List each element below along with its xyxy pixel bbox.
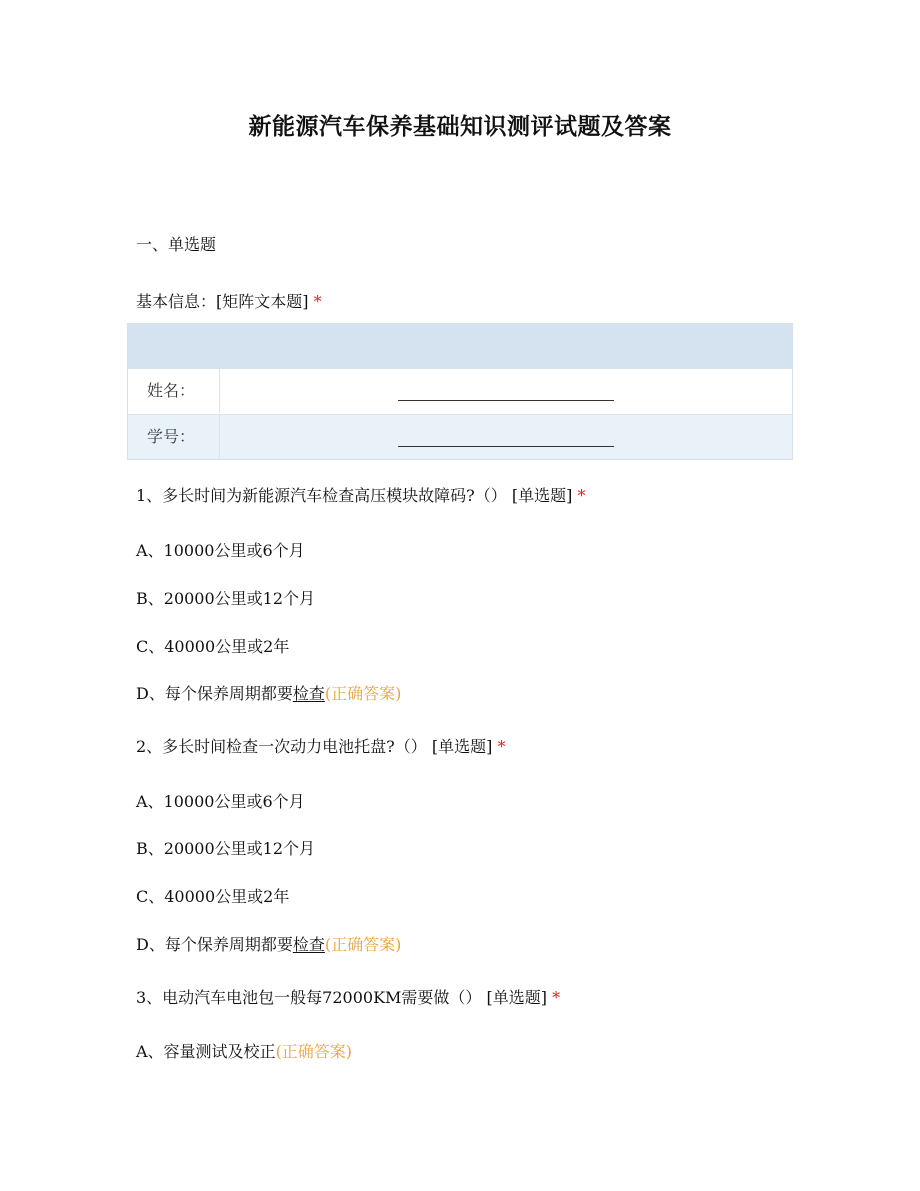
option-item[interactable]: B、20000公里或12个月 <box>136 589 316 608</box>
matrix-question-label <box>136 289 322 312</box>
option-item[interactable]: C、40000公里或2年 <box>136 887 290 906</box>
question-text: 3、电动汽车电池包一般每72000KM需要做（） [单选题] <box>136 988 547 1007</box>
matrix-question-text: 基本信息：[矩阵文本题] <box>136 292 309 311</box>
required-mark: * <box>577 486 586 505</box>
correct-answer-tag: (正确答案) <box>324 935 402 954</box>
required-mark: * <box>552 988 561 1007</box>
matrix-row-label: 姓名： <box>128 369 220 413</box>
question-stem <box>136 734 505 757</box>
option-item[interactable]: B、20000公里或12个月 <box>136 839 316 858</box>
question-text: 2、多长时间检查一次动力电池托盘?（） [单选题] <box>136 737 493 756</box>
matrix-row-student-id <box>128 414 792 459</box>
option-item[interactable] <box>136 932 401 955</box>
question-text: 1、多长时间为新能源汽车检查高压模块故障码?（） [单选题] <box>136 486 573 505</box>
student-id-input-blank[interactable] <box>398 446 614 447</box>
option-item[interactable] <box>136 681 401 704</box>
required-mark: * <box>497 737 506 756</box>
matrix-row-name <box>128 368 792 413</box>
question-stem <box>136 483 585 506</box>
info-matrix-table <box>127 323 793 460</box>
option-text-underlined: 检查 <box>292 684 325 703</box>
option-item[interactable]: A、10000公里或6个月 <box>136 792 305 811</box>
option-item[interactable] <box>136 1039 352 1062</box>
section-heading: 一、单选题 <box>136 235 217 254</box>
name-input-blank[interactable] <box>398 400 614 401</box>
option-text: A、容量测试及校正 <box>136 1042 276 1061</box>
matrix-header-row <box>128 324 792 368</box>
matrix-row-label: 学号： <box>128 415 220 459</box>
option-item[interactable]: A、10000公里或6个月 <box>136 541 305 560</box>
required-mark: * <box>313 292 322 311</box>
correct-answer-tag: (正确答案) <box>324 684 402 703</box>
correct-answer-tag: (正确答案) <box>275 1042 353 1061</box>
option-item[interactable]: C、40000公里或2年 <box>136 637 290 656</box>
document-title: 新能源汽车保养基础知识测评试题及答案 <box>248 113 672 140</box>
option-text-underlined: 检查 <box>292 935 325 954</box>
option-text: D、每个保养周期都要 <box>136 684 293 703</box>
option-text: D、每个保养周期都要 <box>136 935 293 954</box>
question-stem <box>136 985 560 1008</box>
